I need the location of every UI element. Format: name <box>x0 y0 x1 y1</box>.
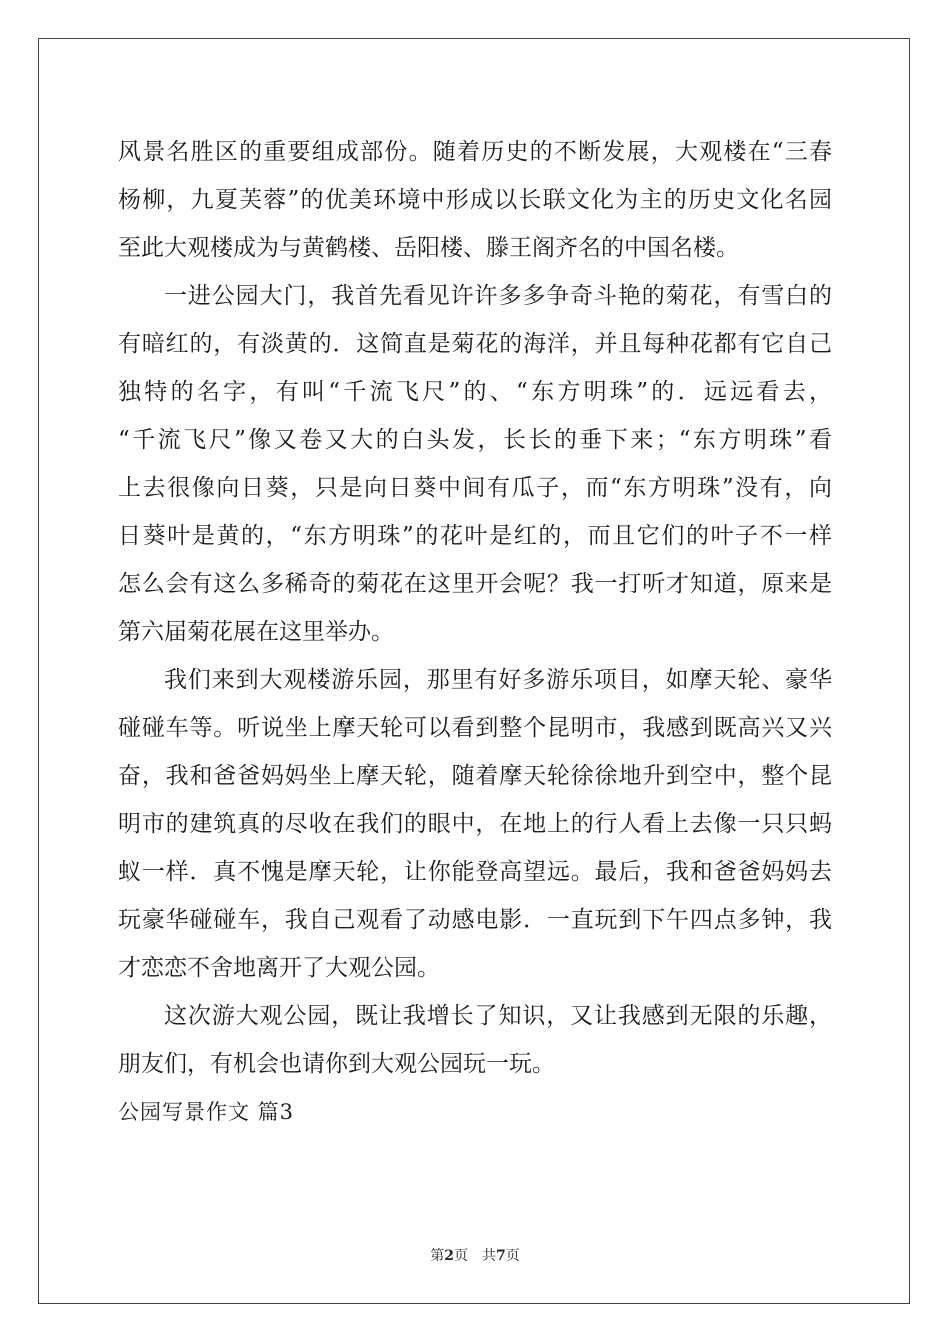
text-line-5: 有暗红的，有淡黄的．这简直是菊花的海洋，并且每种花都有它自己 <box>118 331 832 357</box>
text-line-3: 至此大观楼成为与黄鹤楼、岳阳楼、滕王阁齐名的中国名楼。 <box>118 235 739 261</box>
section-heading: 公园写景作文 篇3 <box>118 1100 295 1124</box>
page-footer <box>0 1246 950 1266</box>
text-line-15: 明市的建筑真的尽收在我们的眼中，在地上的行人看上去像一只只蚂 <box>118 811 832 837</box>
text-line-17: 玩豪华碰碰车，我自己观看了动感电影．一直玩到下午四点多钟，我 <box>118 907 832 933</box>
footer-prefix: 第 <box>430 1248 445 1264</box>
text-line-6: 独特的名字，有叫“千流飞尺”的、“东方明珠”的．远远看去， <box>118 379 832 405</box>
text-line-1: 风景名胜区的重要组成部份。随着历史的不断发展，大观楼在“三春 <box>118 139 832 165</box>
text-line-12: 我们来到大观楼游乐园，那里有好多游乐项目，如摩天轮、豪华 <box>164 667 832 693</box>
text-line-9: 日葵叶是黄的，“东方明珠”的花叶是红的，而且它们的叶子不一样 <box>118 523 832 549</box>
text-line-8: 上去很像向日葵，只是向日葵中间有瓜子，而“东方明珠”没有，向 <box>118 475 832 501</box>
text-line-10: 怎么会有这么多稀奇的菊花在这里开会呢？我一打听才知道，原来是 <box>118 571 832 597</box>
footer-page-number: 2 <box>444 1248 454 1264</box>
text-line-4: 一进公园大门，我首先看见许许多多争奇斗艳的菊花，有雪白的 <box>164 283 832 309</box>
text-line-18: 才恋恋不舍地离开了大观公园。 <box>118 955 440 981</box>
text-line-19: 这次游大观公园，既让我增长了知识，又让我感到无限的乐趣， <box>164 1003 832 1029</box>
text-line-2: 杨柳，九夏芙蓉”的优美环境中形成以长联文化为主的历史文化名园 <box>118 187 832 213</box>
document-body <box>118 128 832 1136</box>
footer-total-suffix: 页 <box>505 1248 520 1264</box>
text-line-16: 蚁一样．真不愧是摩天轮，让你能登高望远。最后，我和爸爸妈妈去 <box>118 859 832 885</box>
text-line-11: 第六届菊花展在这里举办。 <box>118 619 394 645</box>
text-line-7: “千流飞尺”像又卷又大的白头发，长长的垂下来；“东方明珠”看 <box>118 427 832 453</box>
text-line-14: 奋，我和爸爸妈妈坐上摩天轮，随着摩天轮徐徐地升到空中，整个昆 <box>118 763 832 789</box>
footer-page-suffix: 页 共 <box>454 1248 496 1264</box>
text-line-13: 碰碰车等。听说坐上摩天轮可以看到整个昆明市，我感到既高兴又兴 <box>118 715 832 741</box>
text-line-20: 朋友们，有机会也请你到大观公园玩一玩。 <box>118 1051 555 1077</box>
footer-total-pages: 7 <box>496 1248 506 1264</box>
